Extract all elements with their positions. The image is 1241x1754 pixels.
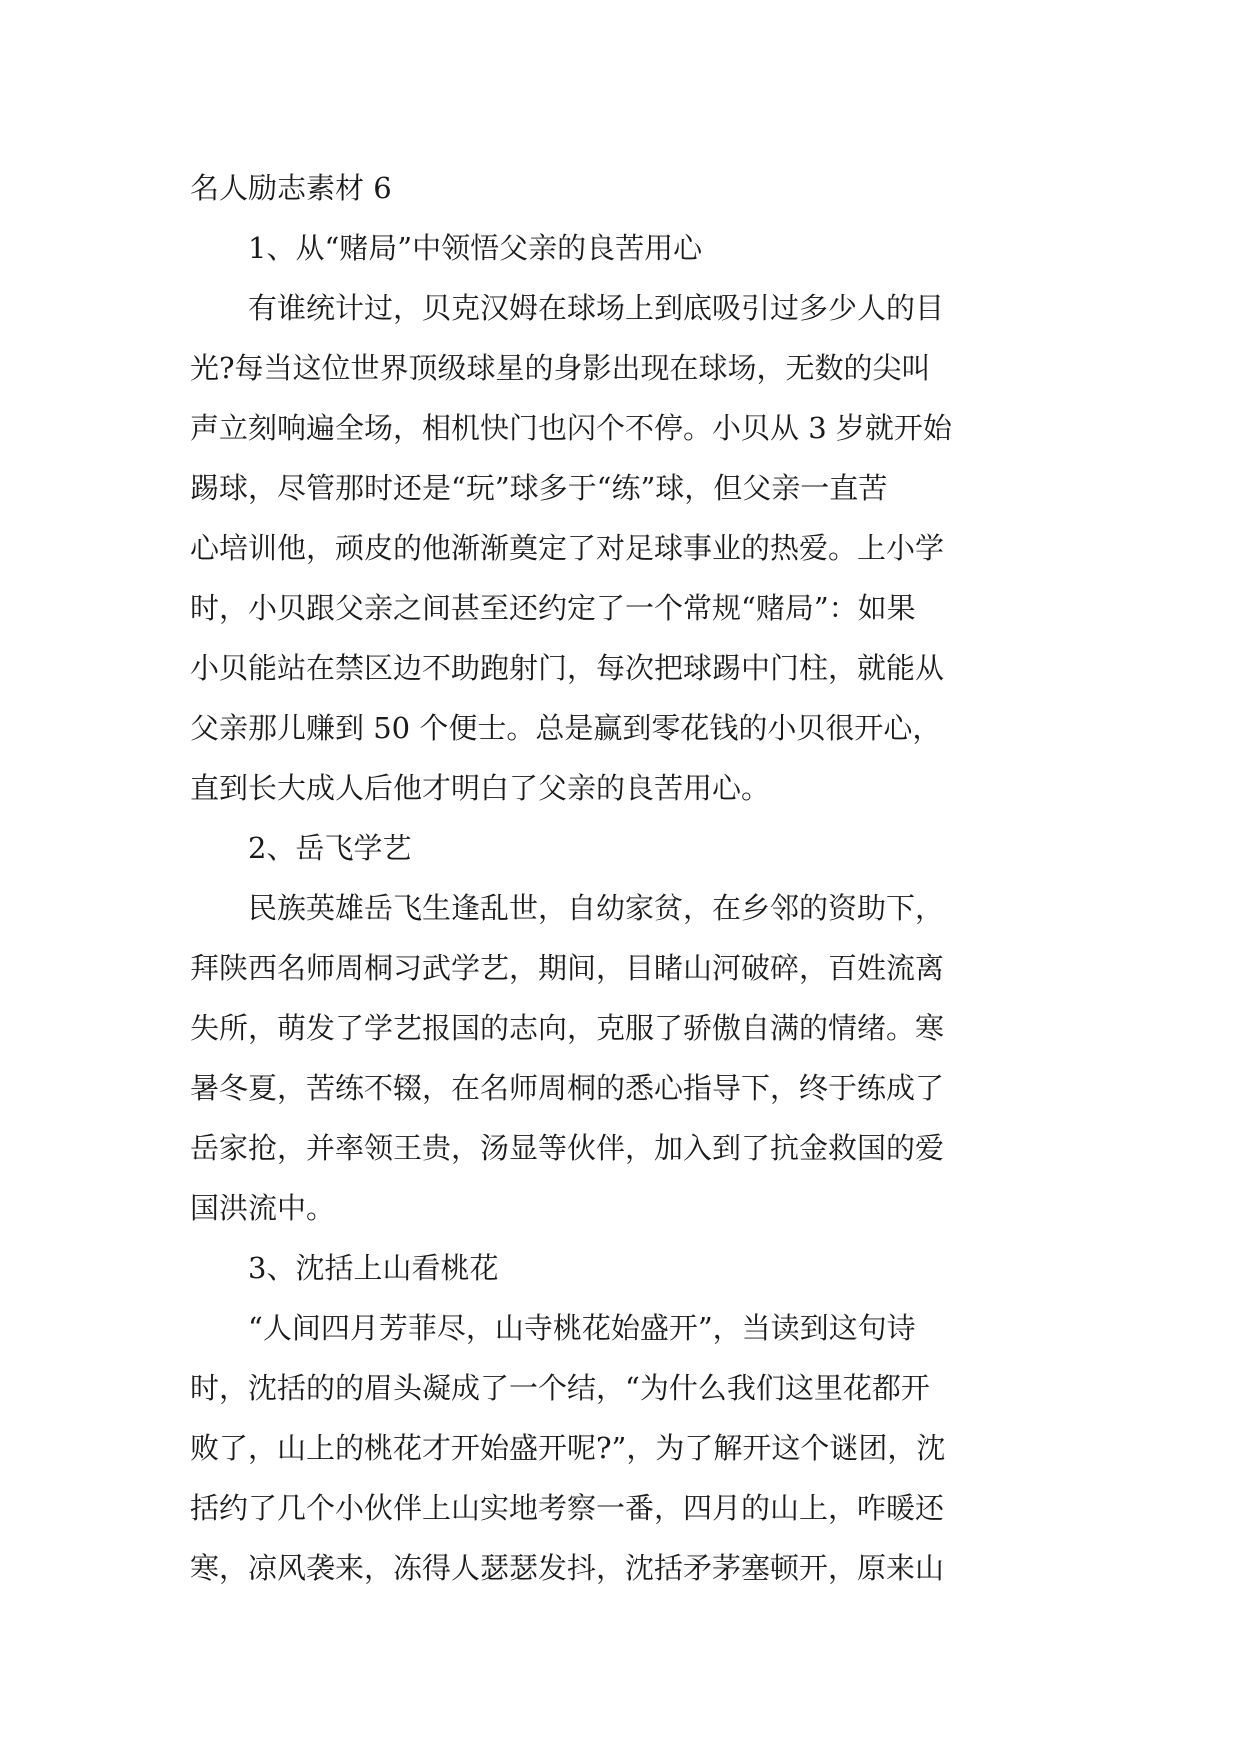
- paragraph-line: 踢球，尽管那时还是“玩”球多于“练”球，但父亲一直苦: [190, 471, 888, 505]
- section-heading: 3、沈括上山看桃花: [248, 1251, 499, 1285]
- paragraph-line: 直到长大成人后他才明白了父亲的良苦用心。: [190, 771, 771, 805]
- section-heading: 2、岳飞学艺: [248, 831, 412, 865]
- paragraph-line: 小贝能站在禁区边不助跑射门，每次把球踢中门柱，就能从: [190, 651, 945, 685]
- paragraph-line: 光?每当这位世界顶级球星的身影出现在球场，无数的尖叫: [190, 351, 931, 385]
- paragraph-line: 暑冬夏，苦练不辍，在名师周桐的悉心指导下，终于练成了: [190, 1071, 945, 1105]
- paragraph-line: 心培训他，顽皮的他渐渐奠定了对足球事业的热爱。上小学: [190, 531, 945, 565]
- paragraph-line: 失所，萌发了学艺报国的志向，克服了骄傲自满的情绪。寒: [190, 1011, 945, 1045]
- paragraph-line: 声立刻响遍全场，相机快门也闪个不停。小贝从 3 岁就开始: [190, 411, 952, 445]
- paragraph-line: 父亲那儿赚到 50 个便士。总是赢到零花钱的小贝很开心，: [190, 711, 942, 745]
- document-title: 名人励志素材 6: [190, 171, 392, 205]
- paragraph-line: “人间四月芳菲尽，山寺桃花始盛开”，当读到这句诗: [248, 1311, 916, 1345]
- paragraph-line: 岳家抢，并率领王贵，汤显等伙伴，加入到了抗金救国的爱: [190, 1131, 945, 1165]
- paragraph-line: 有谁统计过，贝克汉姆在球场上到底吸引过多少人的目: [248, 291, 945, 325]
- section-heading: 1、从“赌局”中领悟父亲的良苦用心: [248, 231, 703, 265]
- paragraph-line: 时，小贝跟父亲之间甚至还约定了一个常规“赌局”：如果: [190, 591, 916, 625]
- paragraph-line: 国洪流中。: [190, 1191, 336, 1225]
- paragraph-line: 败了，山上的桃花才开始盛开呢?”，为了解开这个谜团，沈: [190, 1431, 946, 1465]
- paragraph-line: 民族英雄岳飞生逢乱世，自幼家贫，在乡邻的资助下，: [248, 891, 945, 925]
- paragraph-line: 括约了几个小伙伴上山实地考察一番，四月的山上，咋暖还: [190, 1491, 945, 1525]
- paragraph-line: 寒，凉风袭来，冻得人瑟瑟发抖，沈括矛茅塞顿开，原来山: [190, 1551, 945, 1585]
- paragraph-line: 时，沈括的的眉头凝成了一个结，“为什么我们这里花都开: [190, 1371, 930, 1405]
- paragraph-line: 拜陕西名师周桐习武学艺，期间，目睹山河破碎，百姓流离: [190, 951, 945, 985]
